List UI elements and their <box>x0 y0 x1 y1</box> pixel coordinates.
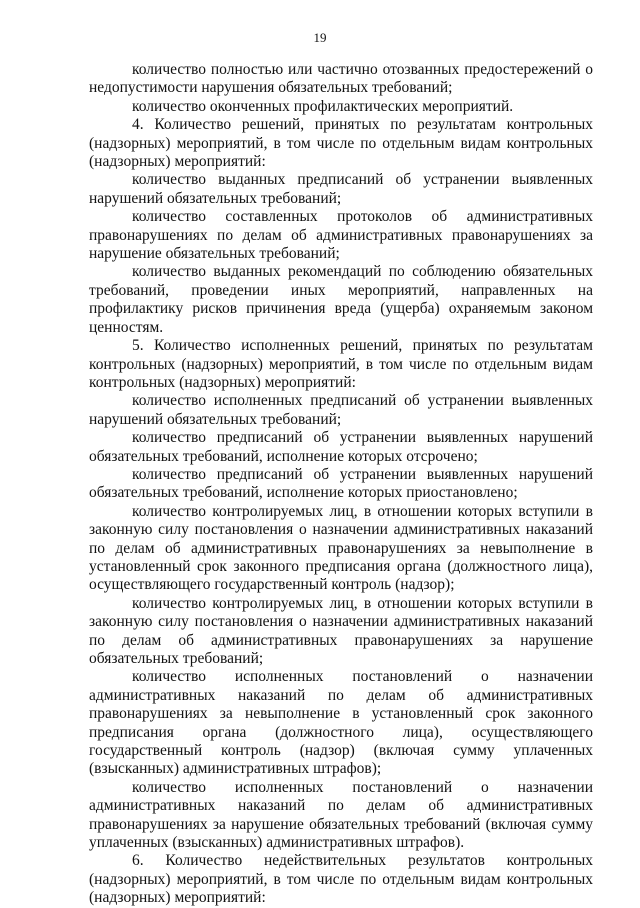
paragraph-executed-orders: количество исполненных предписаний об устранении выявленных нарушений обязательных требований; <box>89 392 593 428</box>
paragraph-executed-rulings-violation: количество исполненных постановлений о назначении административных наказаний по делам об административных правонарушениях за нарушение обязательных требований (включая сумму уплаченных (взысканных) административных штрафов). <box>89 778 593 852</box>
paragraph-revoked-warnings: количество полностью или частично отозванных предостережений о недопустимости нарушения обязательных требований; <box>89 61 593 97</box>
paragraph-deferred-orders: количество предписаний об устранении выявленных нарушений обязательных требований, исполнение которых отсрочено; <box>89 429 593 465</box>
paragraph-item-5-executed-decisions: 5. Количество исполненных решений, принятых по результатам контрольных (надзорных) мероприятий, в том числе по отдельным видам контрольных (надзорных) мероприятий: <box>89 337 593 391</box>
paragraph-issued-orders: количество выданных предписаний об устранении выявленных нарушений обязательных требований; <box>89 171 593 207</box>
paragraph-item-4-decisions: 4. Количество решений, принятых по результатам контрольных (надзорных) мероприятий, в том числе по отдельным видам контрольных (надзорных) мероприятий: <box>89 116 593 171</box>
document-body <box>89 61 593 908</box>
paragraph-item-6-invalid-results: 6. Количество недействительных результатов контрольных (надзорных) мероприятий, в том числе по отдельным видам контрольных (надзорных) мероприятий: <box>89 852 593 907</box>
page-number: 19 <box>313 30 327 45</box>
paragraph-completed-preventive-measures: количество оконченных профилактических мероприятий. <box>132 97 514 115</box>
paragraph-suspended-orders: количество предписаний об устранении выявленных нарушений обязательных требований, исполнение которых приостановлено; <box>89 465 593 502</box>
paragraph-executed-rulings-nonfulfilment: количество исполненных постановлений о назначении административных наказаний по делам об административных правонарушениях за невыполнение в установленный срок законного предписания органа (должностного лица), осуществляющего государственный контроль (надзор) (включая сумму уплаченных (взысканных) административных штрафов); <box>89 668 593 778</box>
paragraph-protocols: количество составленных протоколов об административных правонарушениях по делам об административных правонарушениях за нарушение обязательных требований; <box>89 208 593 263</box>
paragraph-persons-violation: количество контролируемых лиц, в отношении которых вступили в законную силу постановления о назначении административных наказаний по делам об административных правонарушениях за нарушение обязательных требований; <box>89 594 593 667</box>
paragraph-recommendations: количество выданных рекомендаций по соблюдению обязательных требований, проведении иных мероприятий, направленных на профилактику рисков причинения вреда (ущерба) охраняемым законом ценностям. <box>89 263 593 336</box>
paragraph-persons-nonfulfilment: количество контролируемых лиц, в отношении которых вступили в законную силу постановления о назначении административных наказаний по делам об административных правонарушениях за невыполнение в установленный срок законного предписания органа (должностного лица), осуществляющего государственный контроль (надзор); <box>89 502 593 594</box>
